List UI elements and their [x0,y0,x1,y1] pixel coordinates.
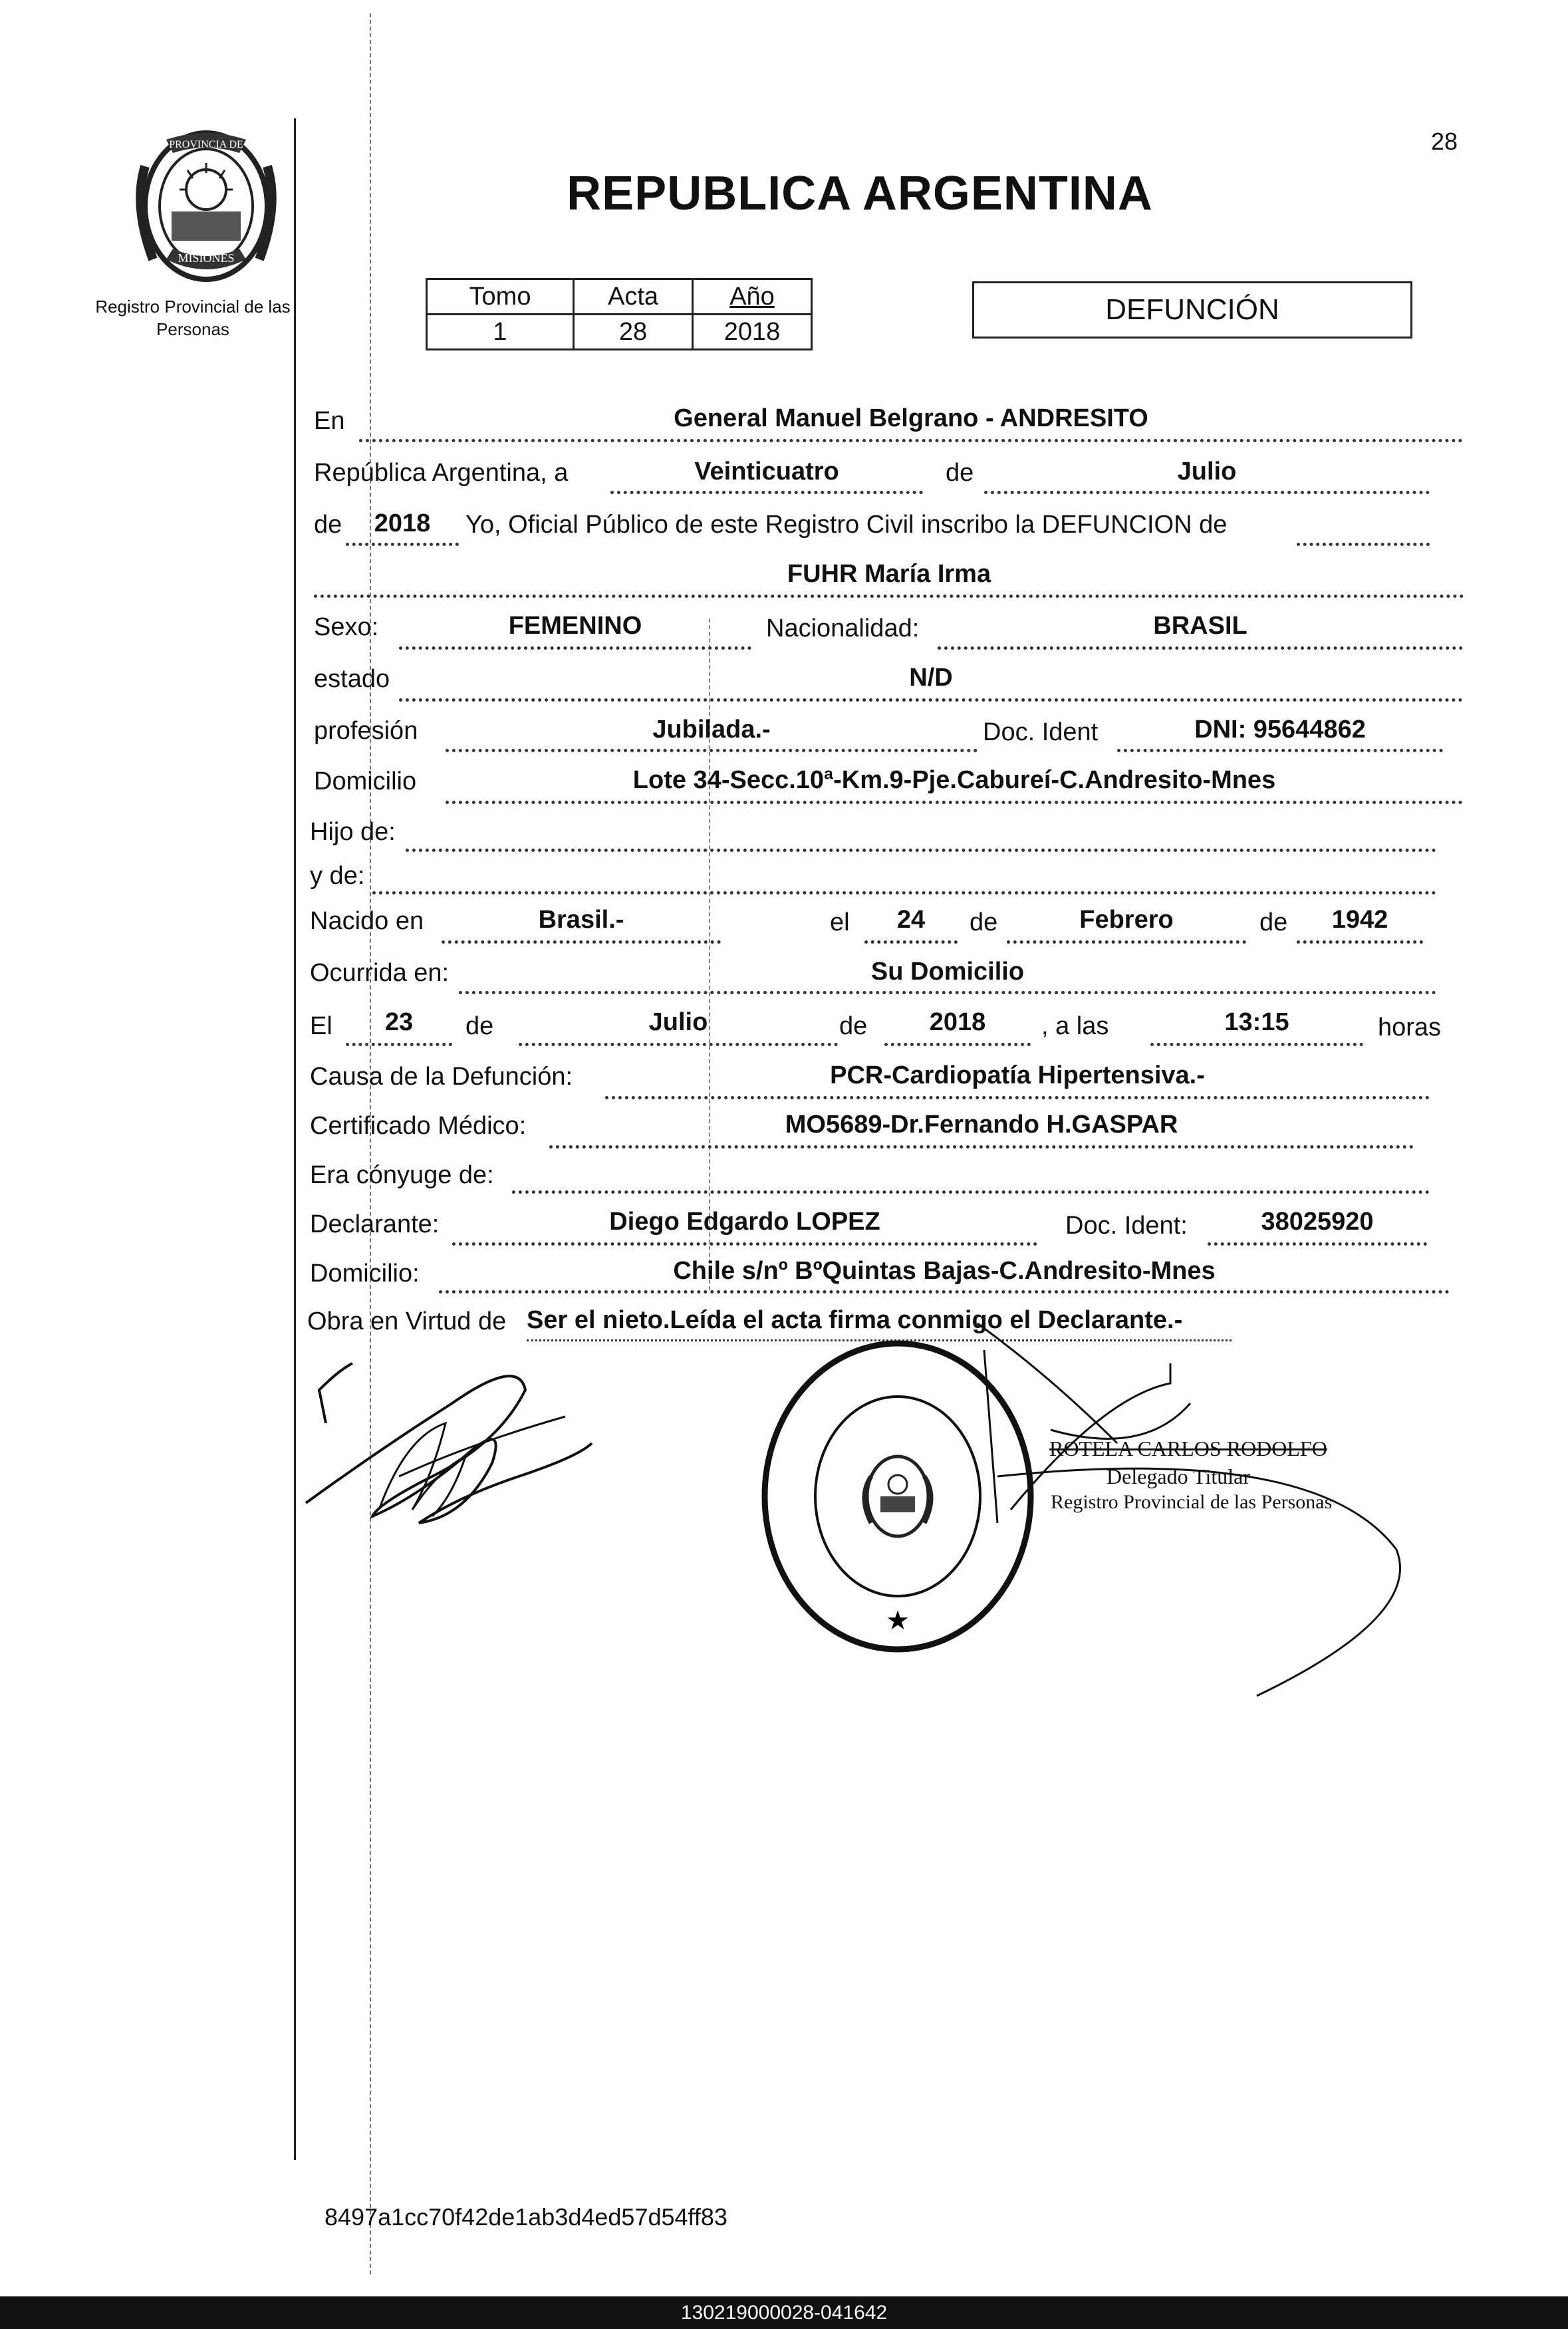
birth-day-line [864,940,958,944]
year-line [346,543,459,546]
certificado-value: MO5689-Dr.Fernando H.GASPAR [785,1111,1178,1139]
profesion-value: Jubilada.- [652,716,771,744]
doc-ident-label: Doc. Ident [983,718,1099,746]
hijo-label: Hijo de: [310,818,396,846]
estado-value: N/D [909,664,953,692]
nacido-value: Brasil.- [538,906,624,934]
domicilio-value: Lote 34-Secc.10ª-Km.9-Pje.Cabureí-C.Andresito-Mnes [632,766,1276,794]
decl-dom-label: Domicilio: [310,1260,420,1288]
footer-code-bar [0,2296,1568,2329]
de-label: de [946,459,974,487]
month-value: Julio [1177,458,1237,485]
en-label: En [314,407,345,435]
place-value: General Manuel Belgrano - ANDRESITO [674,404,1148,432]
decl-doc-line [1208,1242,1427,1246]
el2-label: El [310,1012,332,1040]
declarante-value: Diego Edgardo LOPEZ [609,1208,880,1236]
svg-text:★: ★ [886,1605,910,1635]
birth-year-line [1297,940,1423,944]
death-day-value: 23 [384,1008,414,1036]
certificado-label: Certificado Médico: [310,1112,527,1140]
death-month-line [519,1043,838,1046]
day-words-line [610,491,923,494]
doc-ident-line [1117,749,1443,752]
year-value: 2018 [374,509,431,537]
header-acta: Acta [574,279,693,315]
causa-line [605,1096,1430,1099]
svg-text:PROVINCIA DE: PROVINCIA DE [169,139,243,150]
birth-month-value: Febrero [1079,906,1174,934]
certificado-line [549,1145,1414,1149]
ocurrida-label: Ocurrida en: [310,959,450,987]
doc-ident-value: DNI: 95644862 [1194,716,1366,744]
yde-line [372,891,1436,894]
page-number: 28 [1431,128,1458,155]
causa-value: PCR-Cardiopatía Hipertensiva.- [830,1061,1205,1089]
death-time-value: 13:15 [1224,1008,1289,1036]
birth-day-value: 24 [896,906,926,934]
obra-value: Ser el nieto.Leída el acta firma conmigo el Declarante.- [527,1306,1183,1334]
estado-label: estado [314,665,390,693]
page-title: REPUBLICA ARGENTINA [567,167,1153,220]
svg-text:MISIONES: MISIONES [178,251,235,265]
tomo-value: 1 [427,315,574,350]
nacido-label: Nacido en [310,907,424,935]
header-tomo: Tomo [427,279,574,315]
death-year-value: 2018 [929,1008,986,1036]
document-type-box [972,281,1412,339]
declarante-line [452,1242,1037,1246]
ocurrida-value: Su Domicilio [870,958,1025,986]
nacionalidad-label: Nacionalidad: [766,615,920,642]
death-day-line [346,1043,452,1046]
birth-year-value: 1942 [1331,906,1388,934]
deceased-name-value: FUHR María Irma [787,560,991,588]
birth-month-line [1007,940,1246,944]
birth-de-label: de [970,908,998,936]
horas-label: horas [1378,1014,1442,1041]
officer-line-end [1297,543,1430,546]
ocurrida-line [459,991,1436,994]
left-margin-line [294,118,296,2160]
hijo-line [406,849,1436,852]
table-header-row [427,279,812,315]
el-label: el [830,908,850,936]
death-de-label: de [465,1012,494,1040]
delegate-role: Delegado Titular [1107,1464,1250,1488]
table-row [427,315,812,350]
delegate-name: ROTELA CARLOS RODOLFO [1049,1437,1327,1460]
declarante-label: Declarante: [310,1210,440,1238]
nacido-line [442,940,721,944]
footer-code: 130219000028-041642 [680,2302,888,2324]
month-line [984,491,1430,494]
delegate-office: Registro Provincial de las Personas [1051,1491,1333,1513]
document-type: DEFUNCIÓN [1105,293,1279,326]
domicilio-label: Domicilio [314,767,417,795]
conyuge-label: Era cónyuge de: [310,1161,494,1189]
death-month-value: Julio [648,1008,708,1036]
country-label: República Argentina, a [314,459,569,487]
death-time-line [1150,1043,1363,1046]
decl-doc-label: Doc. Ident: [1065,1212,1188,1240]
profesion-line [446,749,978,752]
fold-line [370,13,371,2274]
profesion-label: profesión [314,717,418,745]
registro-provincial-label: Registro Provincial de las Personas [95,297,291,339]
domicilio-line [446,801,1463,804]
obra-label: Obra en Virtud de [307,1307,507,1335]
year-prefix-label: de [314,511,342,539]
registry-table [426,278,813,350]
nacionalidad-line [938,646,1463,650]
place-line [359,439,1463,442]
conyuge-line [512,1190,1430,1194]
decl-dom-line [439,1290,1450,1294]
death-year-line [884,1043,1031,1046]
alas-label: , a las [1041,1012,1109,1040]
header-ano: Año [693,279,812,315]
sexo-label: Sexo: [314,613,379,641]
death-de2-label: de [839,1012,868,1040]
day-words-value: Veinticuatro [694,458,839,485]
causa-label: Causa de la Defunción: [310,1063,573,1091]
declarant-signature-icon [299,1343,645,1536]
decl-dom-value: Chile s/nº BºQuintas Bajas-C.Andresito-Mnes [673,1257,1216,1285]
document-hash: 8497a1cc70f42de1ab3d4ed57d54ff83 [325,2203,727,2231]
estado-line [399,698,1463,702]
sexo-value: FEMENINO [508,612,642,640]
yde-label: y de: [310,862,365,890]
officer-text: Yo, Oficial Público de este Registro Civil inscribo la DEFUNCION de [465,511,1228,539]
acta-value: 28 [574,315,693,350]
deceased-name-line [314,595,1464,598]
birth-de2-label: de [1259,908,1288,936]
ano-value: 2018 [693,315,812,350]
decl-doc-value: 38025920 [1261,1208,1374,1236]
nacionalidad-value: BRASIL [1153,612,1247,640]
sexo-line [399,646,751,650]
